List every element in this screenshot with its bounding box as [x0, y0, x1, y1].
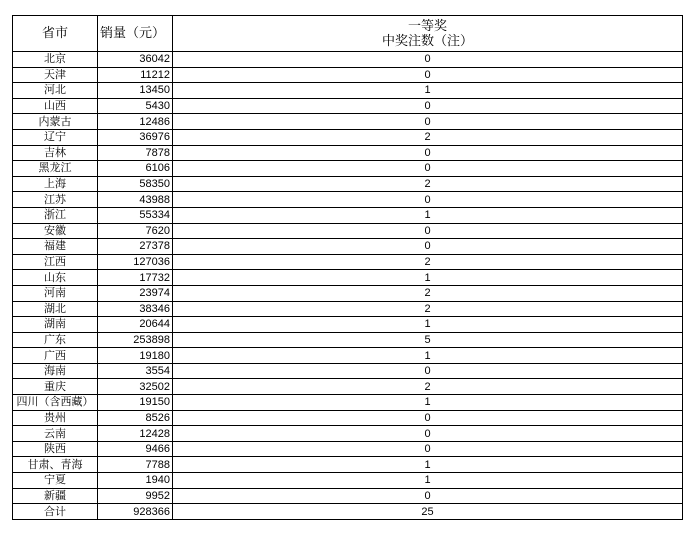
province-cell: 四川（含西藏）	[13, 395, 98, 411]
sales-cell: 36976	[98, 129, 173, 145]
first-prize-count-cell: 0	[173, 52, 683, 68]
first-prize-count-cell: 1	[173, 207, 683, 223]
table-row	[13, 301, 683, 317]
first-prize-count-cell: 1	[173, 457, 683, 473]
first-prize-count-cell: 0	[173, 239, 683, 255]
sales-cell: 6106	[98, 161, 173, 177]
first-prize-count-cell: 0	[173, 441, 683, 457]
sales-cell: 20644	[98, 317, 173, 333]
table-row	[13, 270, 683, 286]
sales-cell: 1940	[98, 473, 173, 489]
first-prize-count-cell: 2	[173, 254, 683, 270]
province-cell: 上海	[13, 176, 98, 192]
province-cell: 云南	[13, 426, 98, 442]
first-prize-count-cell: 1	[173, 348, 683, 364]
province-cell: 河北	[13, 83, 98, 99]
total-sales-cell: 928366	[98, 504, 173, 520]
province-cell: 贵州	[13, 410, 98, 426]
province-cell: 湖南	[13, 317, 98, 333]
sales-cell: 19150	[98, 395, 173, 411]
sales-cell: 9466	[98, 441, 173, 457]
province-cell: 北京	[13, 52, 98, 68]
province-cell: 宁夏	[13, 473, 98, 489]
sales-cell: 3554	[98, 363, 173, 379]
total-prize-count-cell: 25	[173, 504, 683, 520]
province-cell: 河南	[13, 285, 98, 301]
first-prize-count-cell: 0	[173, 410, 683, 426]
table-row	[13, 83, 683, 99]
sales-cell: 13450	[98, 83, 173, 99]
table-row	[13, 207, 683, 223]
sales-cell: 23974	[98, 285, 173, 301]
sales-cell: 43988	[98, 192, 173, 208]
sales-cell: 253898	[98, 332, 173, 348]
province-cell: 山东	[13, 270, 98, 286]
table-row	[13, 129, 683, 145]
table-row	[13, 348, 683, 364]
first-prize-count-cell: 1	[173, 317, 683, 333]
first-prize-count-cell: 0	[173, 363, 683, 379]
first-prize-count-cell: 2	[173, 285, 683, 301]
table-row	[13, 176, 683, 192]
sales-cell: 7620	[98, 223, 173, 239]
table-row	[13, 254, 683, 270]
first-prize-count-cell: 0	[173, 67, 683, 83]
table-row	[13, 363, 683, 379]
first-prize-count-cell: 5	[173, 332, 683, 348]
province-cell: 辽宁	[13, 129, 98, 145]
first-prize-column-header	[173, 16, 683, 52]
lottery-sales-table	[12, 15, 683, 520]
sales-cell: 19180	[98, 348, 173, 364]
sales-cell: 58350	[98, 176, 173, 192]
table-row	[13, 145, 683, 161]
province-cell: 重庆	[13, 379, 98, 395]
table-row	[13, 67, 683, 83]
province-cell: 浙江	[13, 207, 98, 223]
first-prize-count-cell: 0	[173, 98, 683, 114]
province-cell: 内蒙古	[13, 114, 98, 130]
table-row	[13, 52, 683, 68]
province-cell: 天津	[13, 67, 98, 83]
table-row	[13, 488, 683, 504]
sales-cell: 9952	[98, 488, 173, 504]
sales-cell: 11212	[98, 67, 173, 83]
province-cell: 江苏	[13, 192, 98, 208]
first-prize-count-cell: 2	[173, 176, 683, 192]
table-row	[13, 114, 683, 130]
table-row	[13, 192, 683, 208]
first-prize-count-cell: 0	[173, 161, 683, 177]
total-label-cell: 合计	[13, 504, 98, 520]
first-prize-count-cell: 0	[173, 488, 683, 504]
table-row	[13, 379, 683, 395]
table-row	[13, 441, 683, 457]
sales-cell: 32502	[98, 379, 173, 395]
table-row	[13, 285, 683, 301]
sales-cell: 7788	[98, 457, 173, 473]
first-prize-count-cell: 1	[173, 395, 683, 411]
first-prize-count-cell: 2	[173, 301, 683, 317]
table-header	[13, 16, 683, 52]
total-row	[13, 504, 683, 520]
table-row	[13, 457, 683, 473]
sales-cell: 12428	[98, 426, 173, 442]
province-cell: 新疆	[13, 488, 98, 504]
first-prize-count-cell: 0	[173, 223, 683, 239]
sales-cell: 12486	[98, 114, 173, 130]
table-row	[13, 161, 683, 177]
table-row	[13, 317, 683, 333]
province-cell: 湖北	[13, 301, 98, 317]
sales-cell: 17732	[98, 270, 173, 286]
province-cell: 江西	[13, 254, 98, 270]
first-prize-count-cell: 0	[173, 114, 683, 130]
sales-cell: 55334	[98, 207, 173, 223]
sales-column-header: 销量（元）	[98, 16, 173, 52]
sales-cell: 5430	[98, 98, 173, 114]
first-prize-count-cell: 1	[173, 270, 683, 286]
province-cell: 山西	[13, 98, 98, 114]
sales-cell: 8526	[98, 410, 173, 426]
table-row	[13, 98, 683, 114]
sales-cell: 36042	[98, 52, 173, 68]
first-prize-header-line1: 一等奖	[407, 18, 447, 34]
table-row	[13, 426, 683, 442]
table-row	[13, 410, 683, 426]
province-cell: 海南	[13, 363, 98, 379]
table-body	[13, 52, 683, 520]
sales-cell: 27378	[98, 239, 173, 255]
province-cell: 吉林	[13, 145, 98, 161]
table-row	[13, 395, 683, 411]
province-cell: 安徽	[13, 223, 98, 239]
table-row	[13, 223, 683, 239]
first-prize-count-cell: 0	[173, 145, 683, 161]
table-row	[13, 239, 683, 255]
sales-cell: 38346	[98, 301, 173, 317]
province-cell: 广西	[13, 348, 98, 364]
sales-cell: 127036	[98, 254, 173, 270]
province-cell: 福建	[13, 239, 98, 255]
first-prize-count-cell: 1	[173, 473, 683, 489]
table-row	[13, 332, 683, 348]
province-column-header: 省市	[13, 16, 98, 52]
province-cell: 甘肃、青海	[13, 457, 98, 473]
first-prize-count-cell: 0	[173, 192, 683, 208]
province-cell: 广东	[13, 332, 98, 348]
header-row	[13, 16, 683, 52]
table-row	[13, 473, 683, 489]
first-prize-count-cell: 1	[173, 83, 683, 99]
first-prize-count-cell: 2	[173, 129, 683, 145]
province-cell: 陕西	[13, 441, 98, 457]
first-prize-count-cell: 0	[173, 426, 683, 442]
province-cell: 黑龙江	[13, 161, 98, 177]
first-prize-count-cell: 2	[173, 379, 683, 395]
first-prize-header-line2: 中奖注数（注）	[381, 33, 473, 49]
sales-cell: 7878	[98, 145, 173, 161]
